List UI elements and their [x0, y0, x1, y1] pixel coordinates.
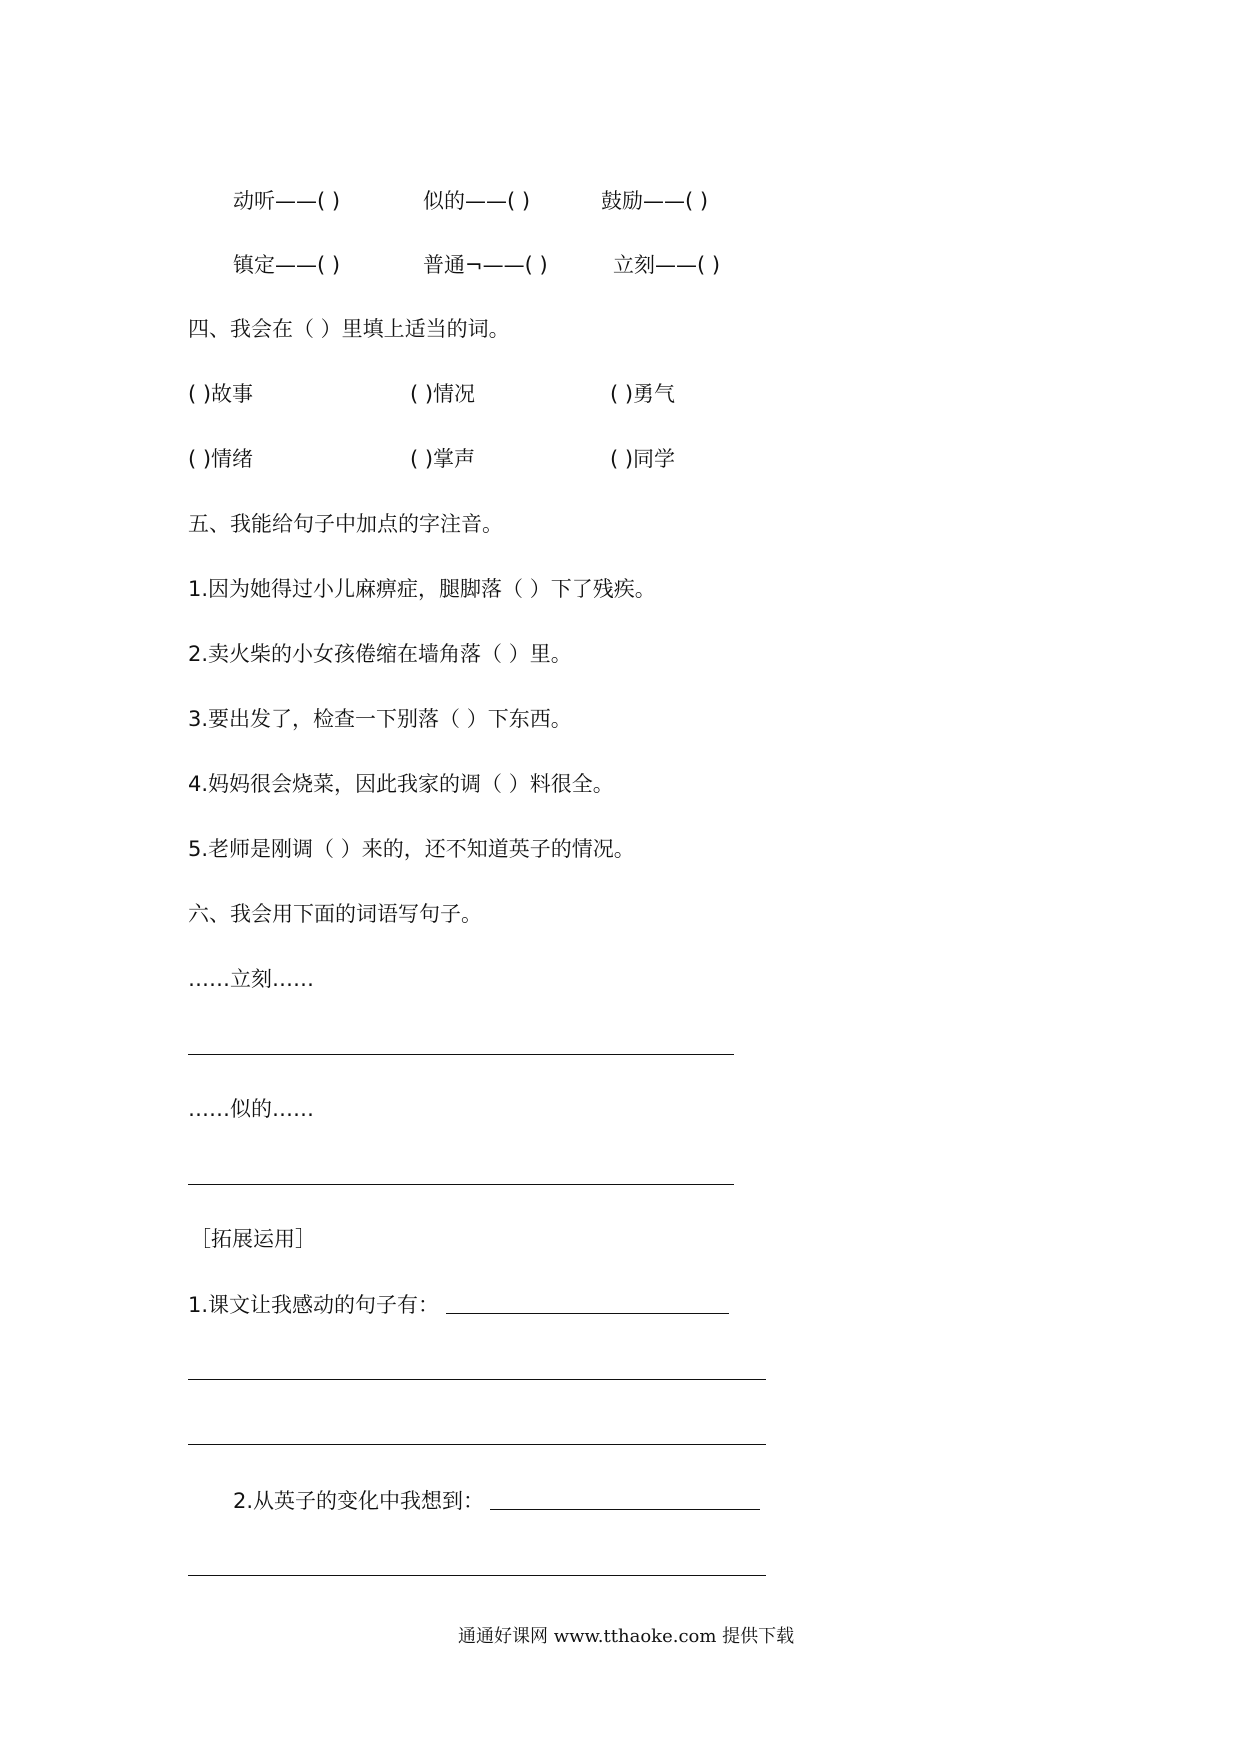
- section5-heading: 五、我能给句子中加点的字注音。: [188, 512, 503, 536]
- fill-word-item: ( )情况: [410, 382, 476, 406]
- fill-word-item: ( )情绪: [188, 447, 254, 471]
- fill-word-item: ( )勇气: [610, 382, 676, 406]
- antonym-item: 立刻——( ): [613, 253, 721, 277]
- fill-word-item: ( )掌声: [410, 447, 476, 471]
- antonym-item: 普通¬——( ): [423, 253, 548, 277]
- pinyin-question: 3.要出发了，检查一下别落（ ）下东西。: [188, 707, 572, 731]
- fill-word-item: ( )同学: [610, 447, 676, 471]
- extension-question: 2.从英子的变化中我想到：: [233, 1489, 485, 1513]
- answer-line: [188, 1575, 766, 1576]
- extension-question: 1.课文让我感动的句子有：: [188, 1293, 440, 1317]
- pinyin-question: 4.妈妈很会烧菜，因此我家的调（ ）料很全。: [188, 772, 614, 796]
- antonym-item: 镇定——( ): [233, 253, 341, 277]
- answer-line: [188, 1184, 734, 1185]
- pinyin-question: 2.卖火柴的小女孩倦缩在墙角落（ ）里。: [188, 642, 572, 666]
- antonym-item: 鼓励——( ): [601, 189, 709, 213]
- antonym-item: 动听——( ): [233, 189, 341, 213]
- fill-word-item: ( )故事: [188, 382, 254, 406]
- pinyin-question: 1.因为她得过小儿麻痹症，腿脚落（ ）下了残疾。: [188, 577, 656, 601]
- answer-line: [188, 1054, 734, 1055]
- section4-heading: 四、我会在（ ）里填上适当的词。: [188, 317, 510, 341]
- answer-line: [188, 1379, 766, 1380]
- section6-heading: 六、我会用下面的词语写句子。: [188, 902, 482, 926]
- pinyin-question: 5.老师是刚调（ ）来的，还不知道英子的情况。: [188, 837, 635, 861]
- answer-line: [490, 1509, 760, 1510]
- answer-line: [188, 1444, 766, 1445]
- sentence-prompt: ……似的……: [188, 1097, 314, 1121]
- footer-credit: 通通好课网 www.tthaoke.com 提供下载: [458, 1626, 795, 1647]
- answer-line: [446, 1313, 729, 1314]
- antonym-item: 似的——( ): [423, 189, 531, 213]
- extension-heading: ［拓展运用］: [190, 1227, 316, 1251]
- sentence-prompt: ……立刻……: [188, 967, 314, 991]
